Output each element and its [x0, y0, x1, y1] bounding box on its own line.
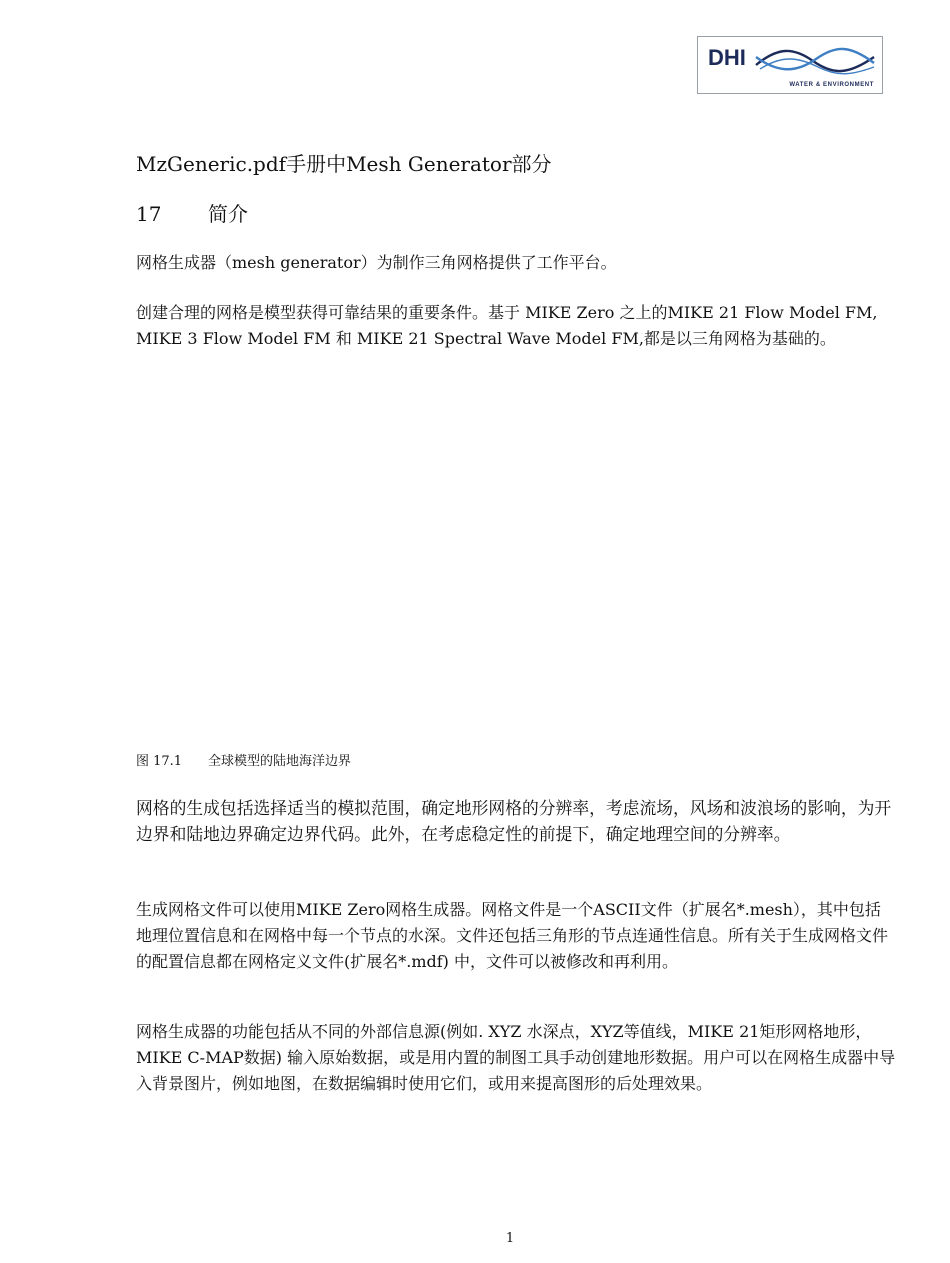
intro-paragraph-2: 创建合理的网格是模型获得可靠结果的重要条件。基于 MIKE Zero 之上的MIKE 21 Flow Model FM, MIKE 3 Flow Model FM 和 MIKE 21 Spectral Wave Model FM,都是以三角网格为基础的。	[136, 303, 878, 348]
figure-caption-text: 全球模型的陆地海洋边界	[208, 754, 352, 769]
intro-paragraph-1: 网格生成器（mesh generator）为制作三角网格提供了工作平台。	[136, 253, 617, 272]
logo-subtitle: WATER & ENVIRONMENT	[789, 82, 874, 88]
body-paragraph-1: 网格的生成包括选择适当的模拟范围，确定地形网格的分辨率，考虑流场，风场和波浪场的影响，为开边界和陆地边界确定边界代码。此外，在考虑稳定性的前提下，确定地理空间的分辨率。	[136, 798, 892, 844]
dhi-logo	[697, 36, 883, 94]
body-paragraph-3: 网格生成器的功能包括从不同的外部信息源(例如. XYZ 水深点，XYZ等值线，MIKE 21矩形网格地形，MIKE C-MAP数据) 输入原始数据，或是用内置的制图工具手动创建地形数据。用户可以在网格生成器中导入背景图片，例如地图，在数据编辑时使用它们，或用来提高图形的后处理效果。	[136, 1022, 896, 1093]
section-number: 17	[136, 202, 162, 226]
figure-caption-number: 图 17.1	[136, 754, 183, 769]
logo-brand-text: DHI	[708, 45, 746, 70]
figure-caption	[136, 752, 896, 772]
section-heading	[136, 200, 896, 228]
body-paragraph-2: 生成网格文件可以使用MIKE Zero网格生成器。网格文件是一个ASCII文件（扩展名*.mesh），其中包括地理位置信息和在网格中每一个节点的水深。文件还包括三角形的节点连通性信息。所有关于生成网格文件的配置信息都在网格定义文件(扩展名*.mdf) 中，文件可以被修改和再利用。	[136, 900, 889, 971]
page-number: 1	[505, 1231, 515, 1246]
document-title: MzGeneric.pdf手册中Mesh Generator部分	[136, 152, 552, 176]
section-title: 简介	[208, 202, 248, 226]
